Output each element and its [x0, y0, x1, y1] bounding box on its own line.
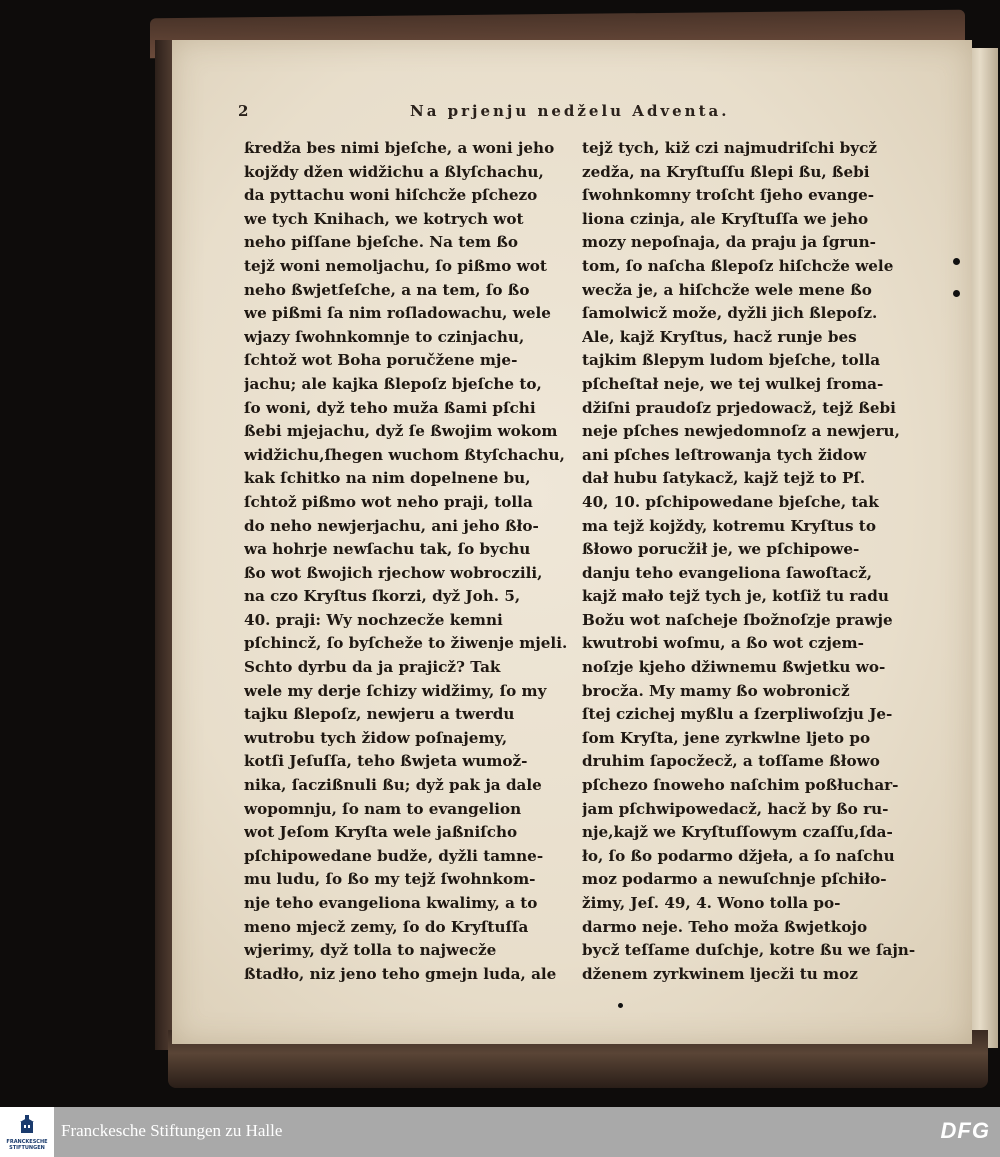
text-line: liona czinja, ale Kryſtuſſa we jeho: [582, 209, 869, 228]
text-line: mu ludu, ſo ßo my tejž ſwohnkom-: [244, 870, 536, 889]
text-line: wjerimy, dyž tolla to najwecže: [244, 941, 497, 960]
text-line: jam pſchwipowedacž, hacž by ßo ru-: [582, 799, 889, 818]
text-line: zedža, na Kryſtuſſu ßlepi ßu, ßebi: [582, 162, 870, 181]
text-line: neho ßwjetſeſche, a na tem, ſo ßo: [244, 280, 530, 299]
text-line: kak ſchitko na nim dopelnene bu,: [244, 469, 531, 488]
text-line: tom, ſo naſcha ßlepoſz hiſchcže wele: [582, 256, 894, 275]
text-line: Božu wot naſcheje ſbožnoſzje prawje: [582, 610, 893, 629]
text-line: ßebi mjejachu, dyž ſe ßwojim wokom: [244, 422, 558, 441]
text-line: ſtej czichej myßlu a ſzerpliwoſzju Je-: [582, 705, 893, 724]
text-line: tajku ßlepoſz, newjeru a twerdu: [244, 705, 515, 724]
dfg-logo[interactable]: DFG: [940, 1118, 990, 1143]
text-line: neje pſches newjedomnoſz a newjeru,: [582, 422, 900, 441]
institution-name[interactable]: Franckesche Stiftungen zu Halle: [61, 1121, 283, 1140]
left-text-column: [244, 137, 574, 986]
text-line: we tych Knihach, we kotrych wot: [244, 209, 524, 228]
text-line: na czo Kryſtus ſkorzi, dyž Joh. 5,: [244, 587, 521, 606]
text-line: nje,kajž we Kryſtuſſowym czaſſu,ſda-: [582, 823, 893, 842]
running-title: Na prjenju nedželu Adventa.: [410, 102, 730, 120]
text-line: noſzje kjeho džiwnemu ßwjetku wo-: [582, 658, 886, 677]
text-line: dženem zyrkwinem ljecži tu moz: [582, 964, 858, 983]
text-line: tajkim ßlepym ludom bjeſche, tolla: [582, 351, 881, 370]
text-line: kwutrobi woſmu, a ßo wot czjem-: [582, 634, 864, 653]
text-line: neho piſſane bjeſche. Na tem ßo: [244, 233, 519, 252]
text-line: kojždy džen widžichu a ßlyſchachu,: [244, 162, 544, 181]
text-line: nika, ſaczißnuli ßu; dyž pak ja dale: [244, 776, 542, 795]
text-line: brocža. My mamy ßo wobronicž: [582, 681, 850, 700]
text-line: darmo neje. Teho moža ßwjetkojo: [582, 917, 868, 936]
text-line: kotſi Jeſuſſa, teho ßwjeta wumož-: [244, 752, 528, 771]
text-line: Schto dyrbu da ja prajicž? Tak: [244, 658, 501, 677]
text-line: pſcheſtał neje, we tej wulkej ſroma-: [582, 374, 884, 393]
text-line: ßo wot ßwojich rjechow wobroczili,: [244, 563, 543, 582]
text-line: druhim ſapocžecž, a toſſame ßłowo: [582, 752, 880, 771]
text-line: 40. praji: Wy nochzecže kemni: [244, 610, 503, 629]
text-line: kajž mało tejž tych je, kotſiž tu radu: [582, 587, 889, 606]
binding-hole-mark: [953, 290, 960, 297]
text-line: wopomnju, ſo nam to evangelion: [244, 799, 522, 818]
text-line: widžichu,ſhegen wuchom ßtyſchachu,: [244, 445, 565, 464]
text-line: do neho newjerjachu, ani jeho ßło-: [244, 516, 539, 535]
text-line: mozy nepoſnaja, da praju ja ſgrun-: [582, 233, 876, 252]
page-header: [238, 102, 938, 130]
right-text-column: [582, 137, 920, 986]
text-line: bycž teſſame duſchje, kotre ßu we ſajn-: [582, 941, 916, 960]
text-line: 40, 10. pſchipowedane bjeſche, tak: [582, 492, 879, 511]
logo-text: FRANCKESCHE STIFTUNGEN: [6, 1139, 48, 1151]
text-line: žimy, Jeſ. 49, 4. Wono tolla po-: [582, 894, 841, 912]
text-line: da pyttachu woni hiſchcže pſchezo: [244, 186, 538, 205]
text-line: ſwohnkomny troſcht ſjeho evange-: [582, 186, 875, 205]
text-line: wecža je, a hiſchcže wele mene ßo: [582, 280, 872, 299]
text-line: tejž tych, kiž czi najmudriſchi bycž: [582, 139, 877, 157]
text-line: wjazy ſwohnkomnje to czinjachu,: [244, 327, 525, 346]
page-stack-edge: [968, 48, 998, 1048]
text-line: jachu; ale kajka ßlepoſz bjeſche to,: [244, 374, 542, 393]
text-line: we pißmi ſa nim roſladowachu, wele: [244, 304, 551, 323]
text-line: džiſni praudoſz prjedowacž, tejž ßebi: [582, 398, 896, 417]
text-line: wa hohrje newſachu tak, ſo bychu: [244, 540, 531, 559]
ink-speck: [618, 1003, 623, 1008]
book-page: [172, 40, 972, 1044]
text-line: danju teho evangeliona ſawoſtacž,: [582, 563, 873, 582]
viewer-footer: [0, 1107, 1000, 1157]
text-line: ſo woni, dyž teho muža ßami pſchi: [244, 398, 536, 417]
text-line: moz podarmo a newuſchnje pſchiło-: [582, 870, 887, 889]
text-line: wutrobu tych židow poſnajemy,: [244, 728, 508, 747]
text-line: ßłowo porucžił je, we pſchipowe-: [582, 540, 860, 559]
orphanage-building-icon: [17, 1113, 37, 1135]
institution-logo[interactable]: [0, 1107, 54, 1157]
page-number: 2: [238, 102, 251, 120]
text-line: Ale, kajž Kryſtus, hacž runje bes: [582, 327, 857, 346]
text-line: ma tejž kojždy, kotremu Kryſtus to: [582, 516, 876, 535]
text-line: pſchezo ſnoweho naſchim poßłuchar-: [582, 776, 899, 795]
text-line: pſchincž, ſo byſcheže to žiwenje mjeli.: [244, 634, 568, 653]
text-line: ſom Kryſta, jene zyrkwlne ljeto po: [582, 728, 871, 747]
text-line: ſchtož pißmo wot neho praji, tolla: [244, 492, 533, 511]
text-line: ani pſches leſtrowanja tych židow: [582, 445, 867, 464]
text-line: wele my derje ſchizy widžimy, ſo my: [244, 681, 547, 700]
text-line: dał hubu ſatykacž, kajž tejž to Pſ.: [582, 469, 866, 488]
text-line: nje teho evangeliona kwalimy, a to: [244, 894, 538, 912]
text-line: pſchipowedane budže, dyžli tamne-: [244, 846, 544, 865]
text-line: ßtadło, niz jeno teho gmejn luda, ale: [244, 964, 557, 983]
text-line: tejž woni nemoljachu, ſo pißmo wot: [244, 256, 547, 275]
text-line: wot Jeſom Kryſta wele jaßniſcho: [244, 823, 518, 842]
text-line: ſamolwicž može, dyžli jich ßlepoſz.: [582, 304, 878, 323]
binding-hole-mark: [953, 258, 960, 265]
text-line: ło, ſo ßo podarmo džjeła, a ſo naſchu: [582, 846, 895, 865]
text-line: meno mjecž zemy, ſo do Kryſtuſſa: [244, 917, 529, 936]
text-line: ſchtož wot Boha poručžene mje-: [244, 351, 518, 370]
text-line: ƙredža bes nimi bjeſche, a woni jeho: [244, 139, 555, 157]
